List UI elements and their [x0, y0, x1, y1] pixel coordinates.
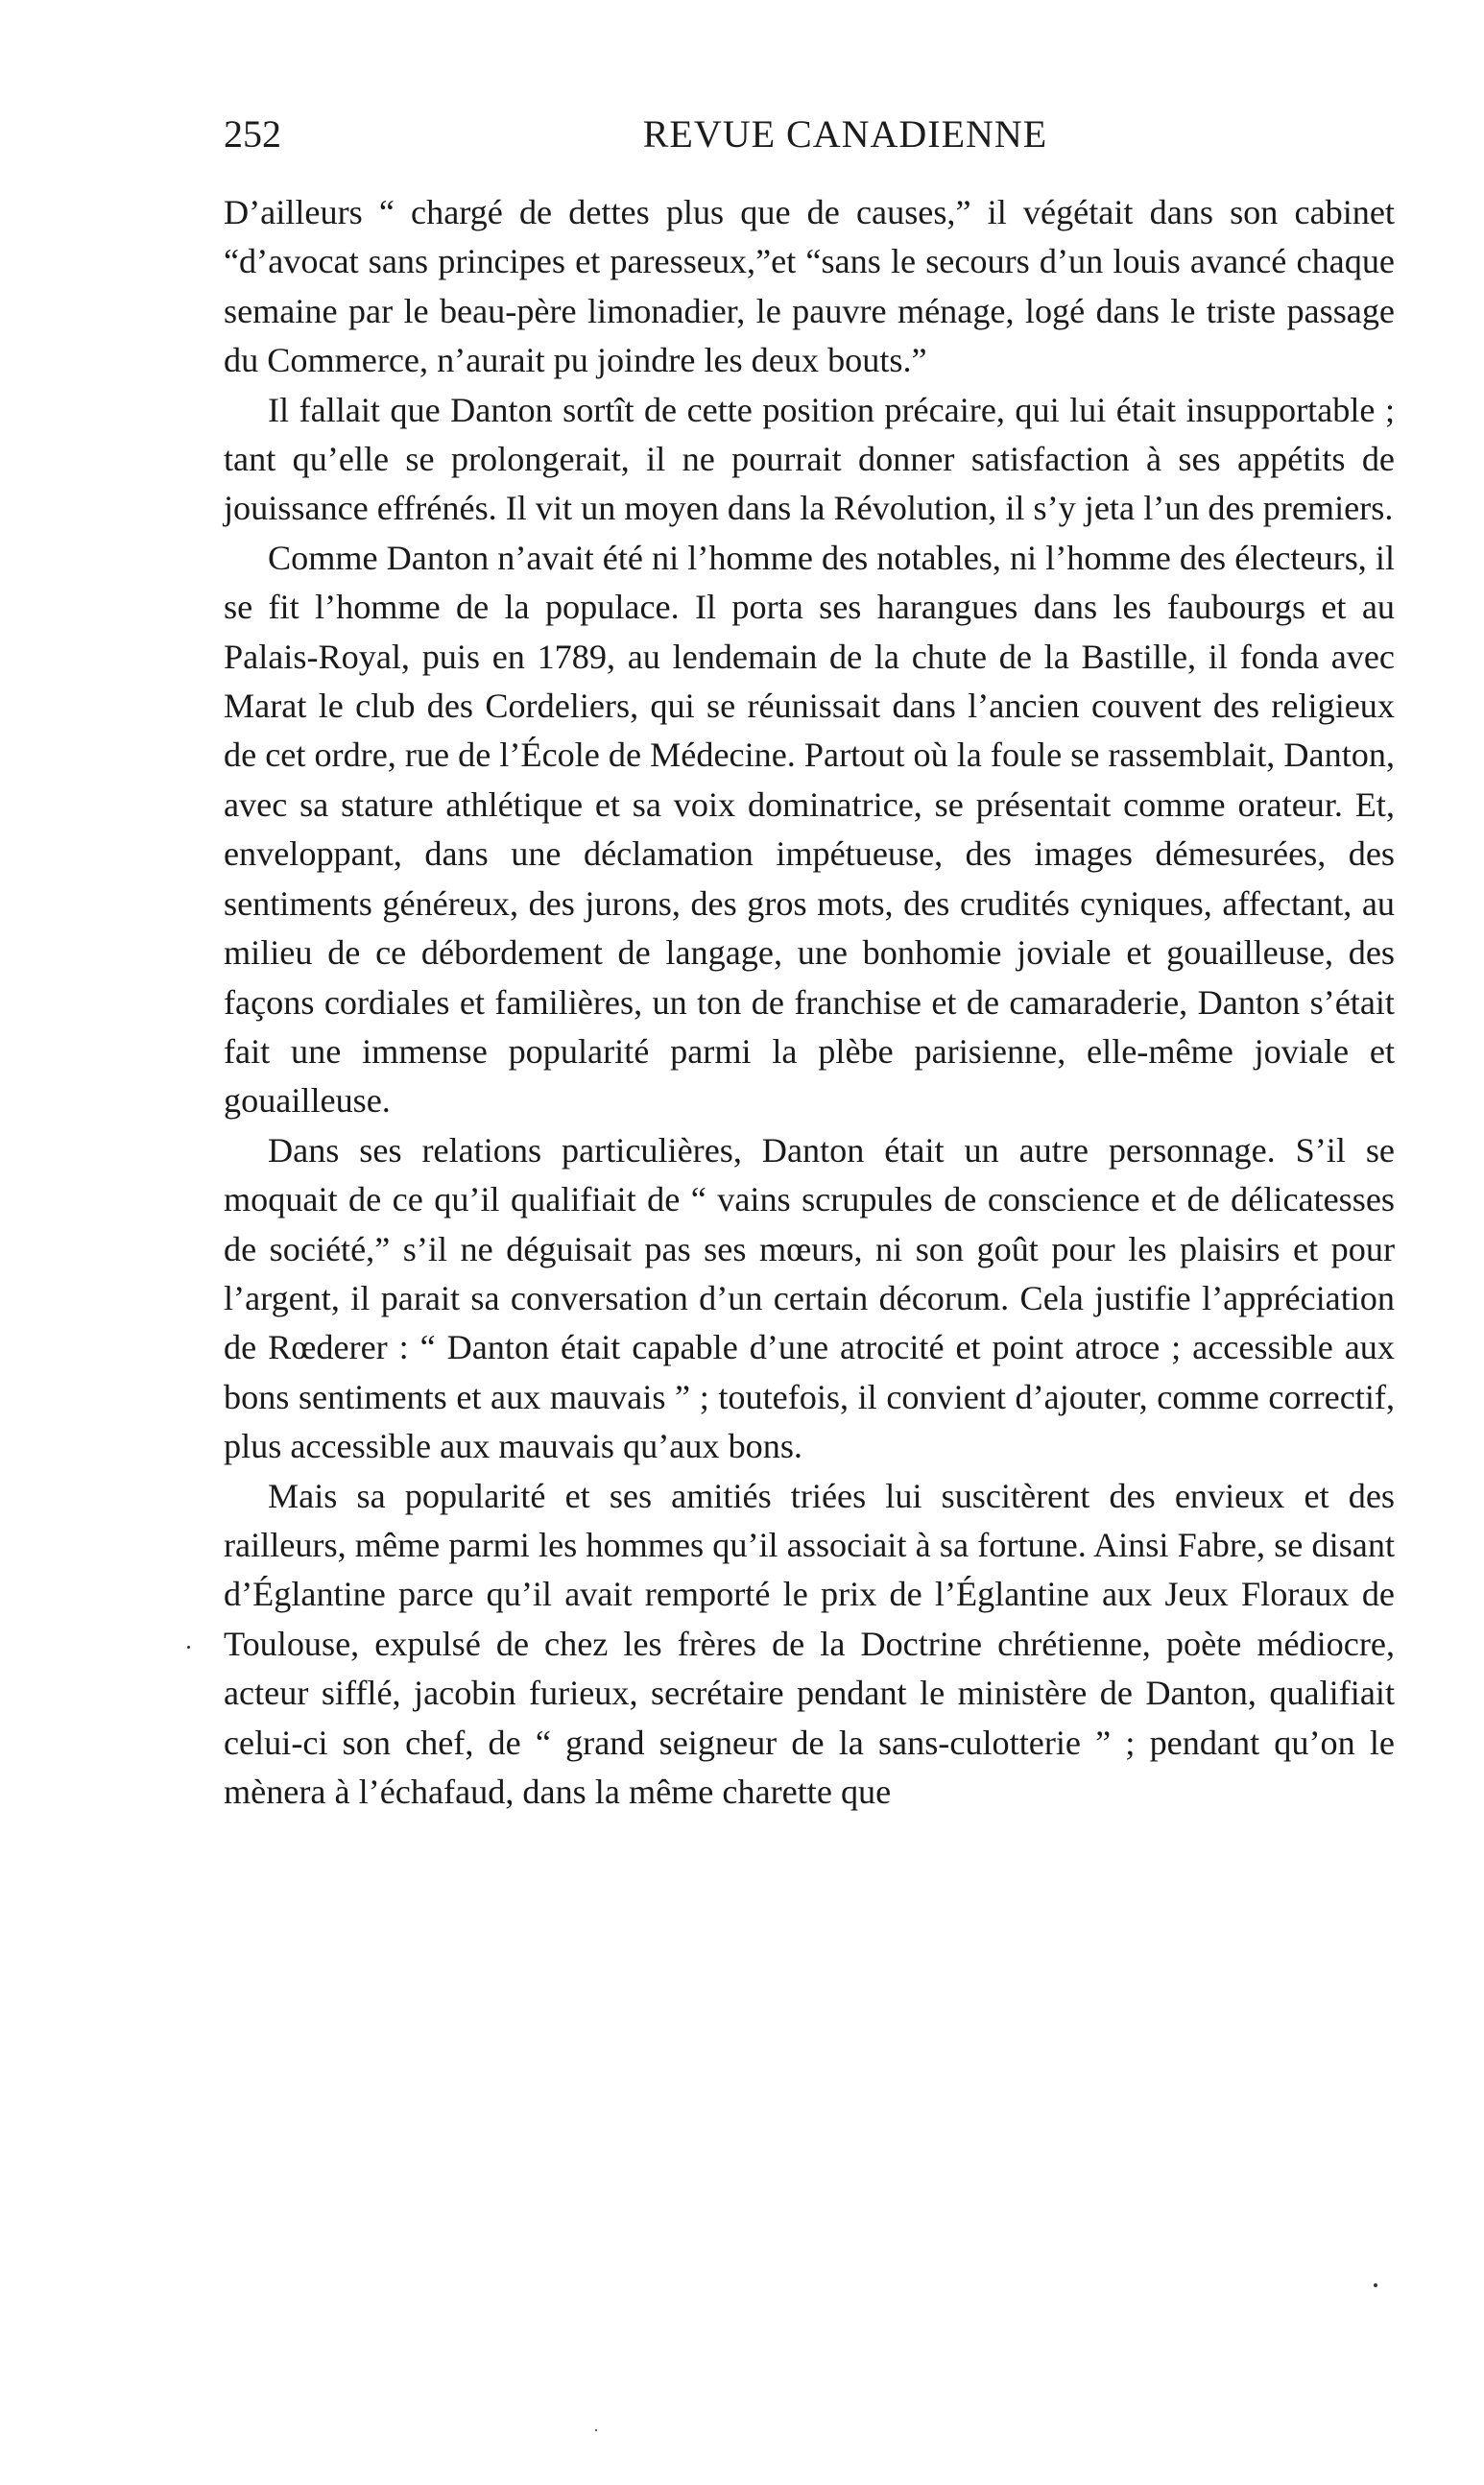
running-head	[224, 108, 1400, 161]
paragraph: D’ailleurs “ chargé de dettes plus que de causes,” il végétait dans son cabinet “d’avocat sans principes et paresseux,”et “sans le secours d’un louis avancé chaque semaine par le beau-père limonadier, le pauvre ménage, logé dans le triste passage du Commerce, n’aurait pu joindre les deux bouts.”	[224, 193, 1395, 380]
body-text	[224, 188, 1395, 1817]
scan-speck	[595, 2429, 597, 2431]
running-title: REVUE CANADIENNE	[642, 112, 1048, 156]
scan-speck	[1374, 2283, 1377, 2287]
paragraph: Mais sa popularité et ses amitiés triées lui suscitèrent des envieux et des railleurs, même parmi les hommes qu’il associait à sa fortune. Ainsi Fabre, se disant d’Églantine parce qu’il avait remporté le prix de l’Églantine aux Jeux Floraux de Toulouse, expulsé de chez les frères de la Doctrine chrétienne, poète médiocre, acteur sifflé, jacobin furieux, secrétaire pendant le ministère de Danton, qualifiait celui-ci son chef, de “ grand seigneur de la sans-culotterie ” ; pendant qu’on le mènera à l’échafaud, dans la même charette que	[224, 1476, 1395, 1811]
paragraph: Comme Danton n’avait été ni l’homme des notables, ni l’homme des électeurs, il se fit l’homme de la populace. Il porta ses harangues dans les faubourgs et au Palais-Royal, puis en 1789, au lendemain de la chute de la Bastille, il fonda avec Marat le club des Cordeliers, qui se réunissait dans l’ancien couvent des religieux de cet ordre, rue de l’École de Médecine. Partout où la foule se rassemblait, Danton, avec sa stature athlétique et sa voix dominatrice, se présentait comme orateur. Et, enveloppant, dans une déclamation impétueuse, des images démesurées, des sentiments généreux, des jurons, des gros mots, des crudités cyniques, affectant, au milieu de ce débordement de langage, une bonhomie joviale et gouailleuse, des façons cordiales et familières, un ton de franchise et de camaraderie, Danton s’était fait une immense popularité parmi la plèbe parisienne, elle-même joviale et gouailleuse.	[224, 538, 1395, 1121]
paragraph: Il fallait que Danton sortît de cette position précaire, qui lui était insupportable ; tant qu’elle se prolongerait, il ne pourrait donner satisfaction à ses appétits de jouissance effrénés. Il vit un moyen dans la Révolution, il s’y jeta l’un des premiers.	[224, 390, 1395, 528]
paragraph: Dans ses relations particulières, Danton était un autre personnage. S’il se moquait de ce qu’il qualifiait de “ vains scrupules de conscience et de délicatesses de société,” s’il ne déguisait pas ses mœurs, ni son goût pour les plaisirs et pour l’argent, il parait sa conversation d’un certain décorum. Cela justifie l’appréciation de Rœderer : “ Danton était capable d’une atrocité et point atroce ; accessible aux bons sentiments et aux mauvais ” ; toutefois, il convient d’ajouter, comme correctif, plus accessible aux mauvais qu’aux bons.	[224, 1130, 1395, 1466]
page-number: 252	[224, 112, 281, 156]
scan-speck	[187, 1646, 190, 1649]
